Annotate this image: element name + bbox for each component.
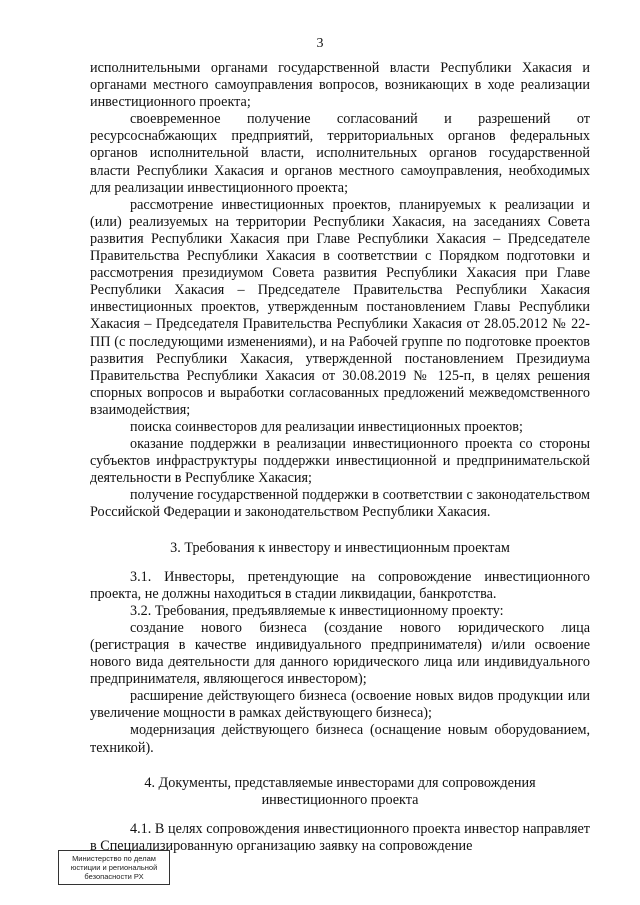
paragraph: 3.2. Требования, предъявляемые к инвестиционному проекту:: [130, 602, 504, 619]
section-4-heading-line1: 4. Документы, представляемые инвесторами для сопровождения: [144, 774, 536, 791]
paragraph: рассмотрение инвестиционных проектов, планируемых к реализации и (или) реализуемых на территории Республики Хакасия, на заседаниях Совета развития Республики Хакасия при Главе Республики Хакасия – Председателе Правительства Республики Хакасия в соответствии с Порядком подготовки и рассмотрения президиумом Совета развития Республики Хакасия при Главе Республики Хакасия – Председателе Правительства Республики Хакасия инвестиционных проектов, утвержденным постановлением Главы Республики Хакасия – Председателя Правительства Республики Хакасия от 28.05.2012 № 22-ПП (с последующими изменениями), и на Рабочей группе по подготовке проектов развития Республики Хакасия, утвержденной постановлением Президиума Правительства Республики Хакасия от 30.08.2019 № 125-п, в целях решения спорных вопросов и выработки согласованных предложений межведомственного взаимодействия;: [90, 196, 590, 418]
paragraph: поиска соинвесторов для реализации инвестиционных проектов;: [130, 418, 523, 435]
paragraph: исполнительными органами государственной власти Республики Хакасия и органами местного самоуправления вопросов, возникающих в ходе реализации инвестиционного проекта;: [90, 60, 590, 111]
paragraph: 4.1. В целях сопровождения инвестиционного проекта инвестор направляет в Специализированную организацию заявку на сопровождение: [90, 820, 590, 854]
paragraph: модернизация действующего бизнеса (оснащение новым оборудованием, техникой).: [90, 722, 590, 756]
stamp-line: Министерство по делам: [72, 854, 156, 863]
section-3-heading: 3. Требования к инвестору и инвестиционным проектам: [170, 539, 510, 556]
paragraph: расширение действующего бизнеса (освоение новых видов продукции или увеличение мощности в рамках действующего бизнеса);: [90, 688, 590, 722]
section-3-body: [90, 569, 590, 757]
paragraph: 3.1. Инвесторы, претендующие на сопровождение инвестиционного проекта, не должны находиться в стадии ликвидации, банкротства.: [90, 568, 590, 602]
section-4-heading: [90, 775, 590, 809]
paragraph: своевременное получение согласований и разрешений от ресурсоснабжающих предприятий, территориальных органов федеральных органов исполнительной власти, исполнительных органов государственной власти Республики Хакасия и органов местного самоуправления, необходимых для реализации инвестиционного проекта;: [90, 111, 590, 196]
paragraph: получение государственной поддержки в соответствии с законодательством Российской Федерации и законодательством Республики Хакасия.: [90, 487, 590, 521]
stamp-line: безопасности РХ: [84, 872, 144, 881]
ministry-stamp: [58, 850, 170, 885]
section-2-continuation: [90, 60, 590, 522]
section-4-heading-line2: инвестиционного проекта: [261, 791, 419, 808]
document-body: [90, 60, 590, 855]
page-number: 3: [316, 36, 324, 51]
stamp-line: юстиции и региональной: [70, 863, 158, 872]
paragraph: оказание поддержки в реализации инвестиционного проекта со стороны субъектов инфраструктуры поддержки инвестиционной и предпринимательской деятельности в Республике Хакасия;: [90, 436, 590, 487]
paragraph: создание нового бизнеса (создание нового юридического лица (регистрация в качестве индивидуального предпринимателя) и/или освоение нового вида деятельности для данного юридического лица или индивидуального предпринимателя, являющегося инвестором);: [90, 619, 590, 688]
